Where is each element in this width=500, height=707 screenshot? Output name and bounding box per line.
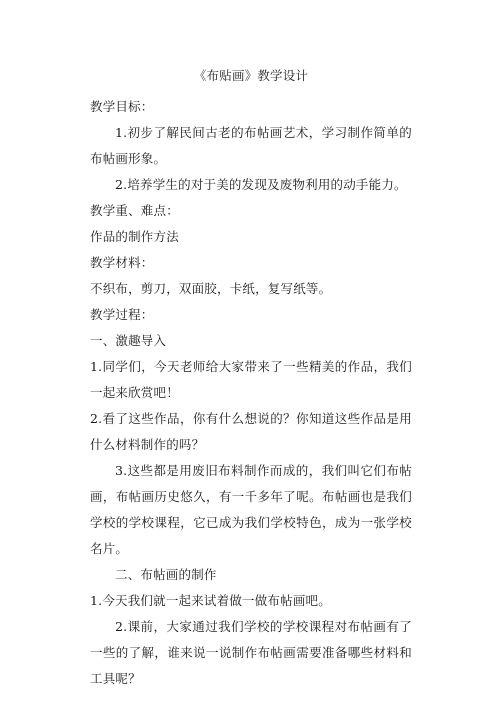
goals-heading: 教学目标： (90, 99, 154, 114)
section-1-paragraph-1: 1.同学们，今天老师给大家带来了一些精美的作品，我们一起来欣赏吧！ (90, 359, 412, 400)
section-1-paragraph-2: 2.看了这些作品，你有什么想说的？你知道这些作品是用什么材料制作的吗？ (90, 411, 412, 452)
materials-text: 不织布，剪刀，双面胶，卡纸，复写纸等。 (90, 281, 332, 296)
section-2-paragraph-2: 2.课前，大家通过我们学校的学校课程对布帖画有了一些的了解，谁来说一说制作布帖画需要准备哪些材料和工具呢？ (90, 619, 412, 686)
section-1-paragraph-3: 3.这些都是用废旧布料制作而成的，我们叫它们布帖画，布帖画历史悠久，有一千多年了呢。布帖画也是我们学校的学校课程，它已成为我们学校特色，成为一张学校名片。 (90, 463, 412, 556)
section-2-paragraph-1: 1.今天我们就一起来试着做一做布帖画吧。 (90, 593, 331, 608)
key-points-heading: 教学重、难点： (90, 203, 179, 218)
section-1-heading: 一、激趣导入 (90, 333, 167, 348)
materials-heading: 教学材料： (90, 255, 154, 270)
key-points-text: 作品的制作方法 (90, 229, 179, 244)
goal-2: 2.培养学生的对于美的发现及废物利用的动手能力。 (115, 177, 407, 192)
document-title: 《布贴画》教学设计 (193, 68, 309, 83)
document-body (90, 66, 412, 692)
goal-1: 1.初步了解民间古老的布帖画艺术，学习制作简单的布帖画形象。 (90, 125, 412, 166)
process-heading: 教学过程： (90, 307, 154, 322)
section-2-heading: 二、布帖画的制作 (115, 567, 217, 582)
